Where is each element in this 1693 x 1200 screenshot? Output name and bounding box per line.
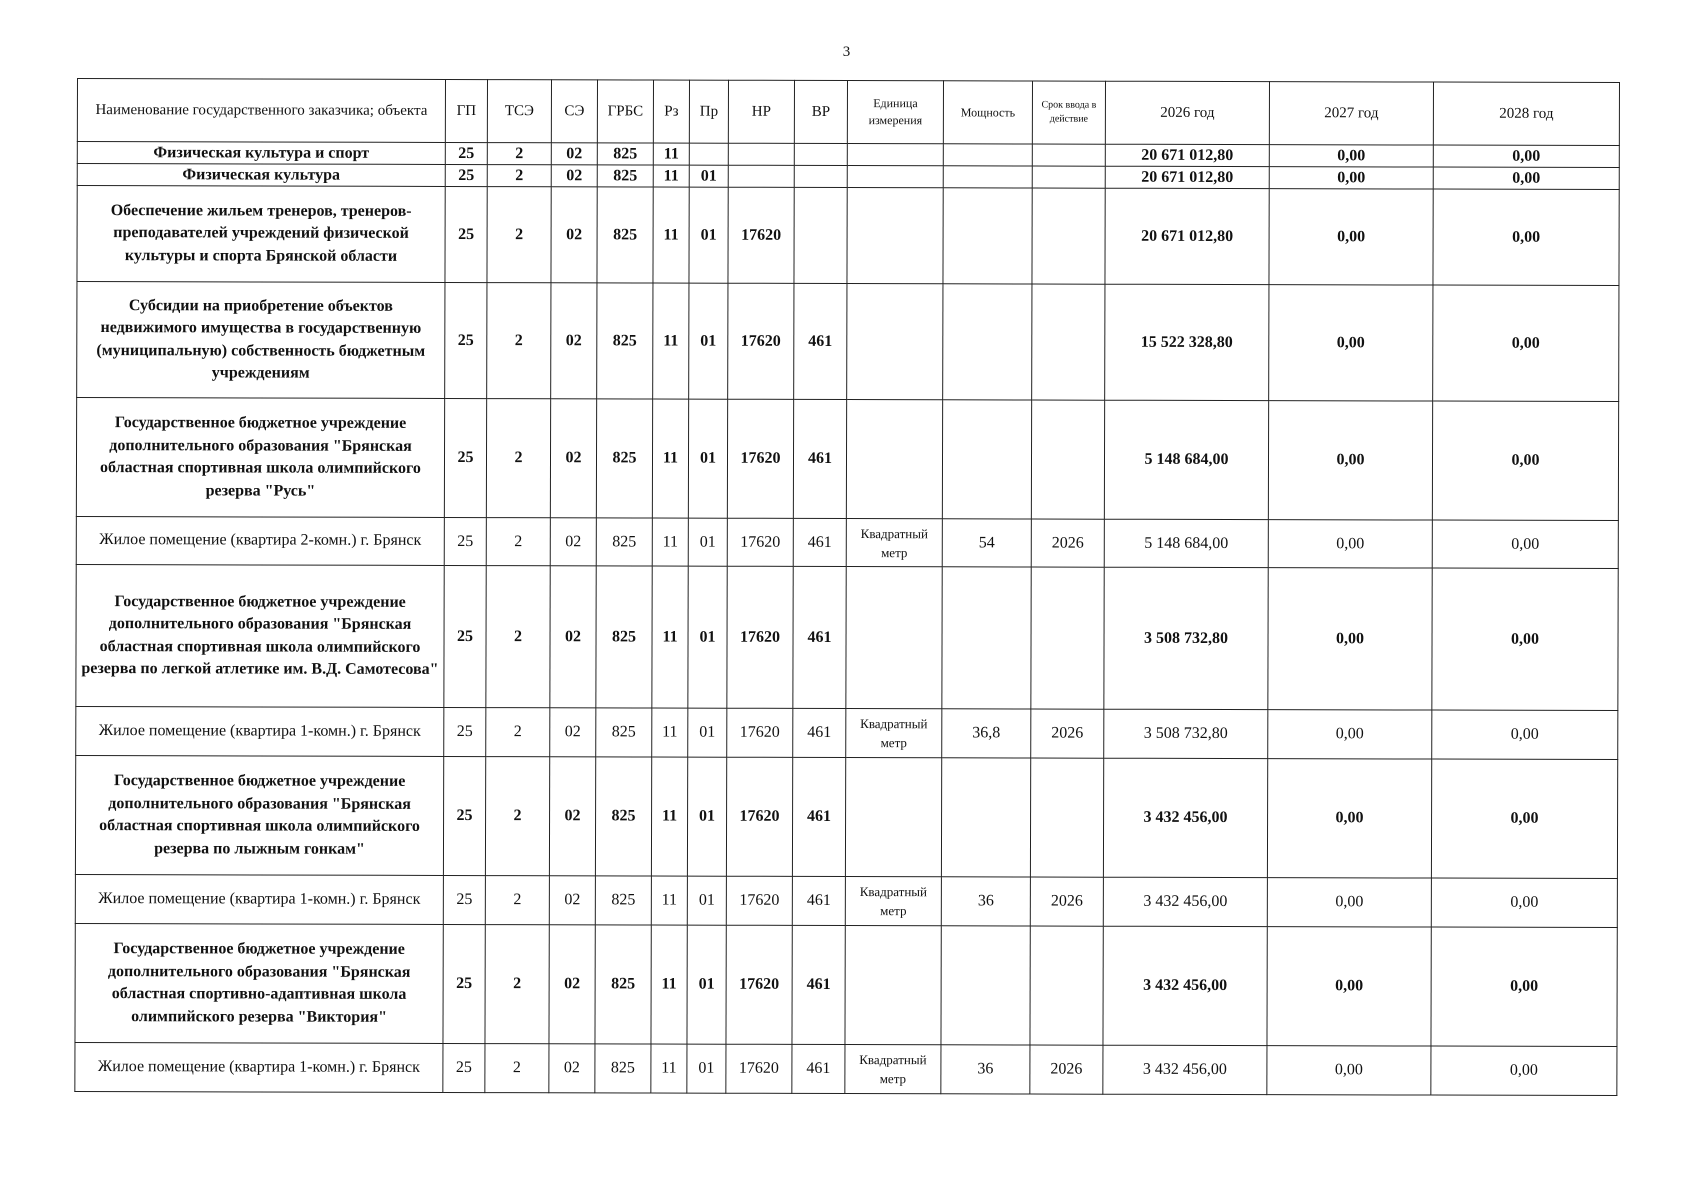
cell-commission: 2026 <box>1031 709 1104 758</box>
cell-y2028: 0,00 <box>1432 520 1618 568</box>
cell-y2028: 0,00 <box>1433 189 1619 285</box>
cell-pr: 01 <box>688 518 727 566</box>
cell-y2028: 0,00 <box>1433 285 1619 401</box>
cell-y2027: 0,00 <box>1268 520 1432 568</box>
cell-nr: 17620 <box>726 925 792 1044</box>
cell-y2028: 0,00 <box>1432 401 1618 520</box>
cell-grbs: 825 <box>595 757 651 876</box>
cell-grbs: 825 <box>597 187 653 283</box>
cell-unit <box>846 567 942 709</box>
cell-se: 02 <box>550 566 596 708</box>
col-header-grbs: ГРБС <box>597 80 653 143</box>
col-header-nr: НР <box>728 80 794 143</box>
col-header-tse: ТСЭ <box>487 80 551 143</box>
cell-y2028: 0,00 <box>1431 759 1617 878</box>
cell-y2027: 0,00 <box>1268 710 1432 759</box>
cell-nr: 17620 <box>727 566 793 708</box>
col-header-2027: 2027 год <box>1269 82 1433 145</box>
cell-pr: 01 <box>687 1044 726 1093</box>
cell-capacity <box>943 188 1032 284</box>
cell-capacity <box>941 926 1030 1045</box>
cell-gp: 25 <box>444 398 486 517</box>
cell-tse: 2 <box>485 925 549 1044</box>
col-header-2026: 2026 год <box>1105 81 1269 144</box>
col-header-unit: Единица измерения <box>847 81 943 144</box>
cell-tse: 2 <box>486 708 550 757</box>
cell-vr: 461 <box>793 518 846 566</box>
cell-gp: 25 <box>444 565 486 707</box>
cell-y2028: 0,00 <box>1432 568 1618 710</box>
cell-y2026: 3 508 732,80 <box>1104 709 1268 758</box>
cell-capacity: 54 <box>942 519 1031 567</box>
col-header-2028: 2028 год <box>1433 82 1619 145</box>
cell-se: 02 <box>549 925 595 1044</box>
cell-commission <box>1031 567 1104 709</box>
cell-capacity: 36 <box>941 877 1030 926</box>
cell-unit <box>847 188 943 284</box>
cell-rz: 11 <box>652 708 688 757</box>
cell-y2026: 3 432 456,00 <box>1103 758 1267 877</box>
cell-name: Государственное бюджетное учреждение дополнительного образования "Брянская областная спортивно-адаптивная школа олимпийского резерва "Виктория" <box>75 923 443 1043</box>
cell-vr: 461 <box>793 566 846 708</box>
cell-grbs: 825 <box>597 143 653 165</box>
cell-nr: 17620 <box>727 708 793 757</box>
cell-nr <box>728 165 794 187</box>
cell-name: Государственное бюджетное учреждение дополнительного образования "Брянская областная спортивная школа олимпийского резерва "Русь" <box>76 398 444 518</box>
table-row <box>75 874 1617 927</box>
cell-gp: 25 <box>445 142 487 164</box>
cell-unit: Квадратный метр <box>845 1045 941 1094</box>
cell-tse: 2 <box>485 876 549 925</box>
cell-unit <box>847 166 943 188</box>
cell-rz: 11 <box>652 518 688 566</box>
cell-commission <box>1032 284 1105 400</box>
cell-rz: 11 <box>651 876 687 925</box>
cell-commission: 2026 <box>1030 877 1103 926</box>
table-row <box>75 755 1617 878</box>
cell-unit <box>845 926 941 1045</box>
table-row <box>75 1042 1617 1095</box>
cell-capacity <box>943 284 1032 400</box>
cell-pr: 01 <box>689 187 728 283</box>
cell-se: 02 <box>550 518 596 566</box>
cell-y2026: 15 522 328,80 <box>1105 284 1269 400</box>
col-header-commission: Срок ввода в действие <box>1032 81 1105 144</box>
cell-grbs: 825 <box>597 165 653 187</box>
cell-rz: 11 <box>652 399 688 518</box>
cell-gp: 25 <box>444 517 486 565</box>
cell-commission <box>1030 926 1103 1045</box>
cell-y2026: 20 671 012,80 <box>1105 166 1269 188</box>
table-row <box>77 186 1619 286</box>
cell-se: 02 <box>549 1044 595 1093</box>
cell-pr <box>689 143 728 165</box>
cell-name: Обеспечение жильем тренеров, тренеров-преподавателей учреждений физической культуры и спорта Брянской области <box>77 186 445 283</box>
cell-rz: 11 <box>653 143 689 165</box>
cell-vr <box>794 165 847 187</box>
cell-se: 02 <box>550 708 596 757</box>
cell-se: 02 <box>551 143 597 165</box>
cell-capacity <box>943 144 1032 166</box>
cell-grbs: 825 <box>595 1044 651 1093</box>
cell-gp: 25 <box>445 282 487 398</box>
cell-y2026: 3 432 456,00 <box>1103 1045 1267 1094</box>
cell-y2026: 5 148 684,00 <box>1104 519 1268 567</box>
cell-y2027: 0,00 <box>1267 878 1431 927</box>
cell-vr: 461 <box>792 925 845 1044</box>
table-body <box>75 142 1619 1096</box>
cell-y2027: 0,00 <box>1267 1046 1431 1095</box>
cell-gp: 25 <box>445 164 487 186</box>
cell-grbs: 825 <box>596 566 652 708</box>
cell-unit: Квадратный метр <box>846 709 942 758</box>
table-row <box>77 282 1619 402</box>
cell-capacity <box>942 400 1031 519</box>
cell-se: 02 <box>551 165 597 187</box>
cell-nr: 17620 <box>728 187 794 283</box>
cell-y2026: 5 148 684,00 <box>1104 400 1268 519</box>
cell-vr: 461 <box>792 1044 845 1093</box>
cell-vr: 461 <box>794 283 847 399</box>
cell-pr: 01 <box>688 566 727 708</box>
cell-tse: 2 <box>487 143 551 165</box>
table-row <box>76 398 1618 521</box>
cell-y2027: 0,00 <box>1268 401 1432 520</box>
cell-unit <box>847 284 943 400</box>
cell-y2027: 0,00 <box>1269 285 1433 401</box>
cell-name: Жилое помещение (квартира 1-комн.) г. Брянск <box>76 706 444 756</box>
col-header-gp: ГП <box>445 79 487 142</box>
cell-name: Жилое помещение (квартира 2-комн.) г. Брянск <box>76 516 444 565</box>
cell-tse: 2 <box>486 518 550 566</box>
cell-se: 02 <box>551 283 597 399</box>
cell-y2027: 0,00 <box>1267 927 1431 1046</box>
cell-y2026: 3 432 456,00 <box>1103 926 1267 1045</box>
cell-y2027: 0,00 <box>1268 568 1432 710</box>
cell-gp: 25 <box>443 875 485 924</box>
cell-grbs: 825 <box>596 708 652 757</box>
cell-pr: 01 <box>688 399 727 518</box>
cell-commission <box>1031 400 1104 519</box>
cell-commission <box>1032 144 1105 166</box>
cell-vr: 461 <box>792 757 845 876</box>
cell-y2026: 3 508 732,80 <box>1104 567 1268 709</box>
cell-tse: 2 <box>485 757 549 876</box>
cell-grbs: 825 <box>596 399 652 518</box>
cell-commission: 2026 <box>1030 1045 1103 1094</box>
cell-gp: 25 <box>443 1043 485 1092</box>
cell-vr: 461 <box>793 399 846 518</box>
cell-gp: 25 <box>444 707 486 756</box>
cell-pr: 01 <box>687 876 726 925</box>
cell-grbs: 825 <box>597 283 653 399</box>
budget-table <box>74 78 1620 1096</box>
cell-nr: 17620 <box>727 518 793 566</box>
cell-nr: 17620 <box>726 757 792 876</box>
cell-rz: 11 <box>652 566 688 708</box>
cell-tse: 2 <box>486 566 550 708</box>
cell-y2027: 0,00 <box>1269 167 1433 189</box>
cell-pr: 01 <box>689 283 728 399</box>
col-header-pr: Пр <box>689 80 728 143</box>
cell-y2026: 3 432 456,00 <box>1103 877 1267 926</box>
cell-se: 02 <box>549 876 595 925</box>
cell-se: 02 <box>551 187 597 283</box>
cell-gp: 25 <box>445 186 487 282</box>
cell-y2028: 0,00 <box>1431 927 1617 1046</box>
cell-unit: Квадратный метр <box>845 877 941 926</box>
cell-y2028: 0,00 <box>1433 145 1619 167</box>
cell-unit <box>847 144 943 166</box>
cell-y2028: 0,00 <box>1431 1046 1617 1095</box>
cell-y2027: 0,00 <box>1269 189 1433 285</box>
cell-gp: 25 <box>443 756 485 875</box>
cell-rz: 11 <box>651 757 687 876</box>
cell-name: Субсидии на приобретение объектов недвижимого имущества в государственную (муниципальную) собственность бюджетным учреждениям <box>77 282 445 399</box>
col-header-capacity: Мощность <box>943 81 1032 144</box>
cell-y2026: 20 671 012,80 <box>1105 188 1269 284</box>
cell-vr <box>794 143 847 165</box>
cell-pr: 01 <box>687 757 726 876</box>
cell-unit <box>845 758 941 877</box>
cell-vr <box>794 187 847 283</box>
cell-y2027: 0,00 <box>1269 145 1433 167</box>
cell-nr: 17620 <box>728 283 794 399</box>
cell-commission: 2026 <box>1031 519 1104 567</box>
cell-tse: 2 <box>487 187 551 283</box>
cell-rz: 11 <box>651 1044 687 1093</box>
col-header-rz: Рз <box>653 80 689 143</box>
cell-name: Жилое помещение (квартира 1-комн.) г. Брянск <box>75 874 443 924</box>
table-row <box>76 706 1618 759</box>
cell-y2028: 0,00 <box>1432 710 1618 759</box>
cell-grbs: 825 <box>596 518 652 566</box>
col-header-se: СЭ <box>551 80 597 143</box>
cell-capacity <box>943 166 1032 188</box>
table-row <box>76 564 1618 710</box>
cell-name: Физическая культура <box>77 164 445 187</box>
cell-nr: 17620 <box>727 399 793 518</box>
cell-capacity <box>942 567 1031 709</box>
cell-capacity <box>941 758 1030 877</box>
cell-vr: 461 <box>793 708 846 757</box>
page-number: 3 <box>842 44 851 60</box>
cell-grbs: 825 <box>595 925 651 1044</box>
budget-sheet <box>74 78 1619 1096</box>
cell-tse: 2 <box>487 283 551 399</box>
cell-y2026: 20 671 012,80 <box>1105 144 1269 166</box>
cell-name: Физическая культура и спорт <box>77 142 445 165</box>
cell-tse: 2 <box>486 399 550 518</box>
col-header-vr: ВР <box>794 80 847 143</box>
cell-y2028: 0,00 <box>1433 167 1619 189</box>
cell-unit: Квадратный метр <box>846 519 942 567</box>
cell-rz: 11 <box>651 925 687 1044</box>
cell-unit <box>846 400 942 519</box>
cell-pr: 01 <box>689 165 728 187</box>
cell-commission <box>1030 758 1103 877</box>
cell-grbs: 825 <box>595 876 651 925</box>
cell-pr: 01 <box>687 925 726 1044</box>
cell-nr: 17620 <box>726 876 792 925</box>
cell-se: 02 <box>549 757 595 876</box>
cell-name: Жилое помещение (квартира 1-комн.) г. Брянск <box>75 1042 443 1092</box>
cell-commission <box>1032 188 1105 284</box>
cell-nr <box>728 143 794 165</box>
cell-y2027: 0,00 <box>1267 759 1431 878</box>
cell-name: Государственное бюджетное учреждение дополнительного образования "Брянская областная спортивная школа олимпийского резерва по легкой атлетике им. В.Д. Самотесова" <box>76 564 444 707</box>
cell-rz: 11 <box>653 283 689 399</box>
cell-se: 02 <box>550 399 596 518</box>
cell-pr: 01 <box>688 708 727 757</box>
cell-capacity: 36,8 <box>942 709 1031 758</box>
cell-rz: 11 <box>653 187 689 283</box>
cell-name: Государственное бюджетное учреждение дополнительного образования "Брянская областная спортивная школа олимпийского резерва по лыжным гонкам" <box>75 755 443 875</box>
table-row <box>75 923 1617 1046</box>
cell-commission <box>1032 166 1105 188</box>
table-header-row <box>77 79 1619 146</box>
cell-gp: 25 <box>443 924 485 1043</box>
cell-vr: 461 <box>792 876 845 925</box>
cell-rz: 11 <box>653 165 689 187</box>
col-header-name: Наименование государственного заказчика; объекта <box>77 79 445 143</box>
cell-capacity: 36 <box>941 1045 1030 1094</box>
cell-nr: 17620 <box>726 1044 792 1093</box>
cell-y2028: 0,00 <box>1431 878 1617 927</box>
table-row <box>76 516 1618 568</box>
cell-tse: 2 <box>487 165 551 187</box>
cell-tse: 2 <box>485 1044 549 1093</box>
